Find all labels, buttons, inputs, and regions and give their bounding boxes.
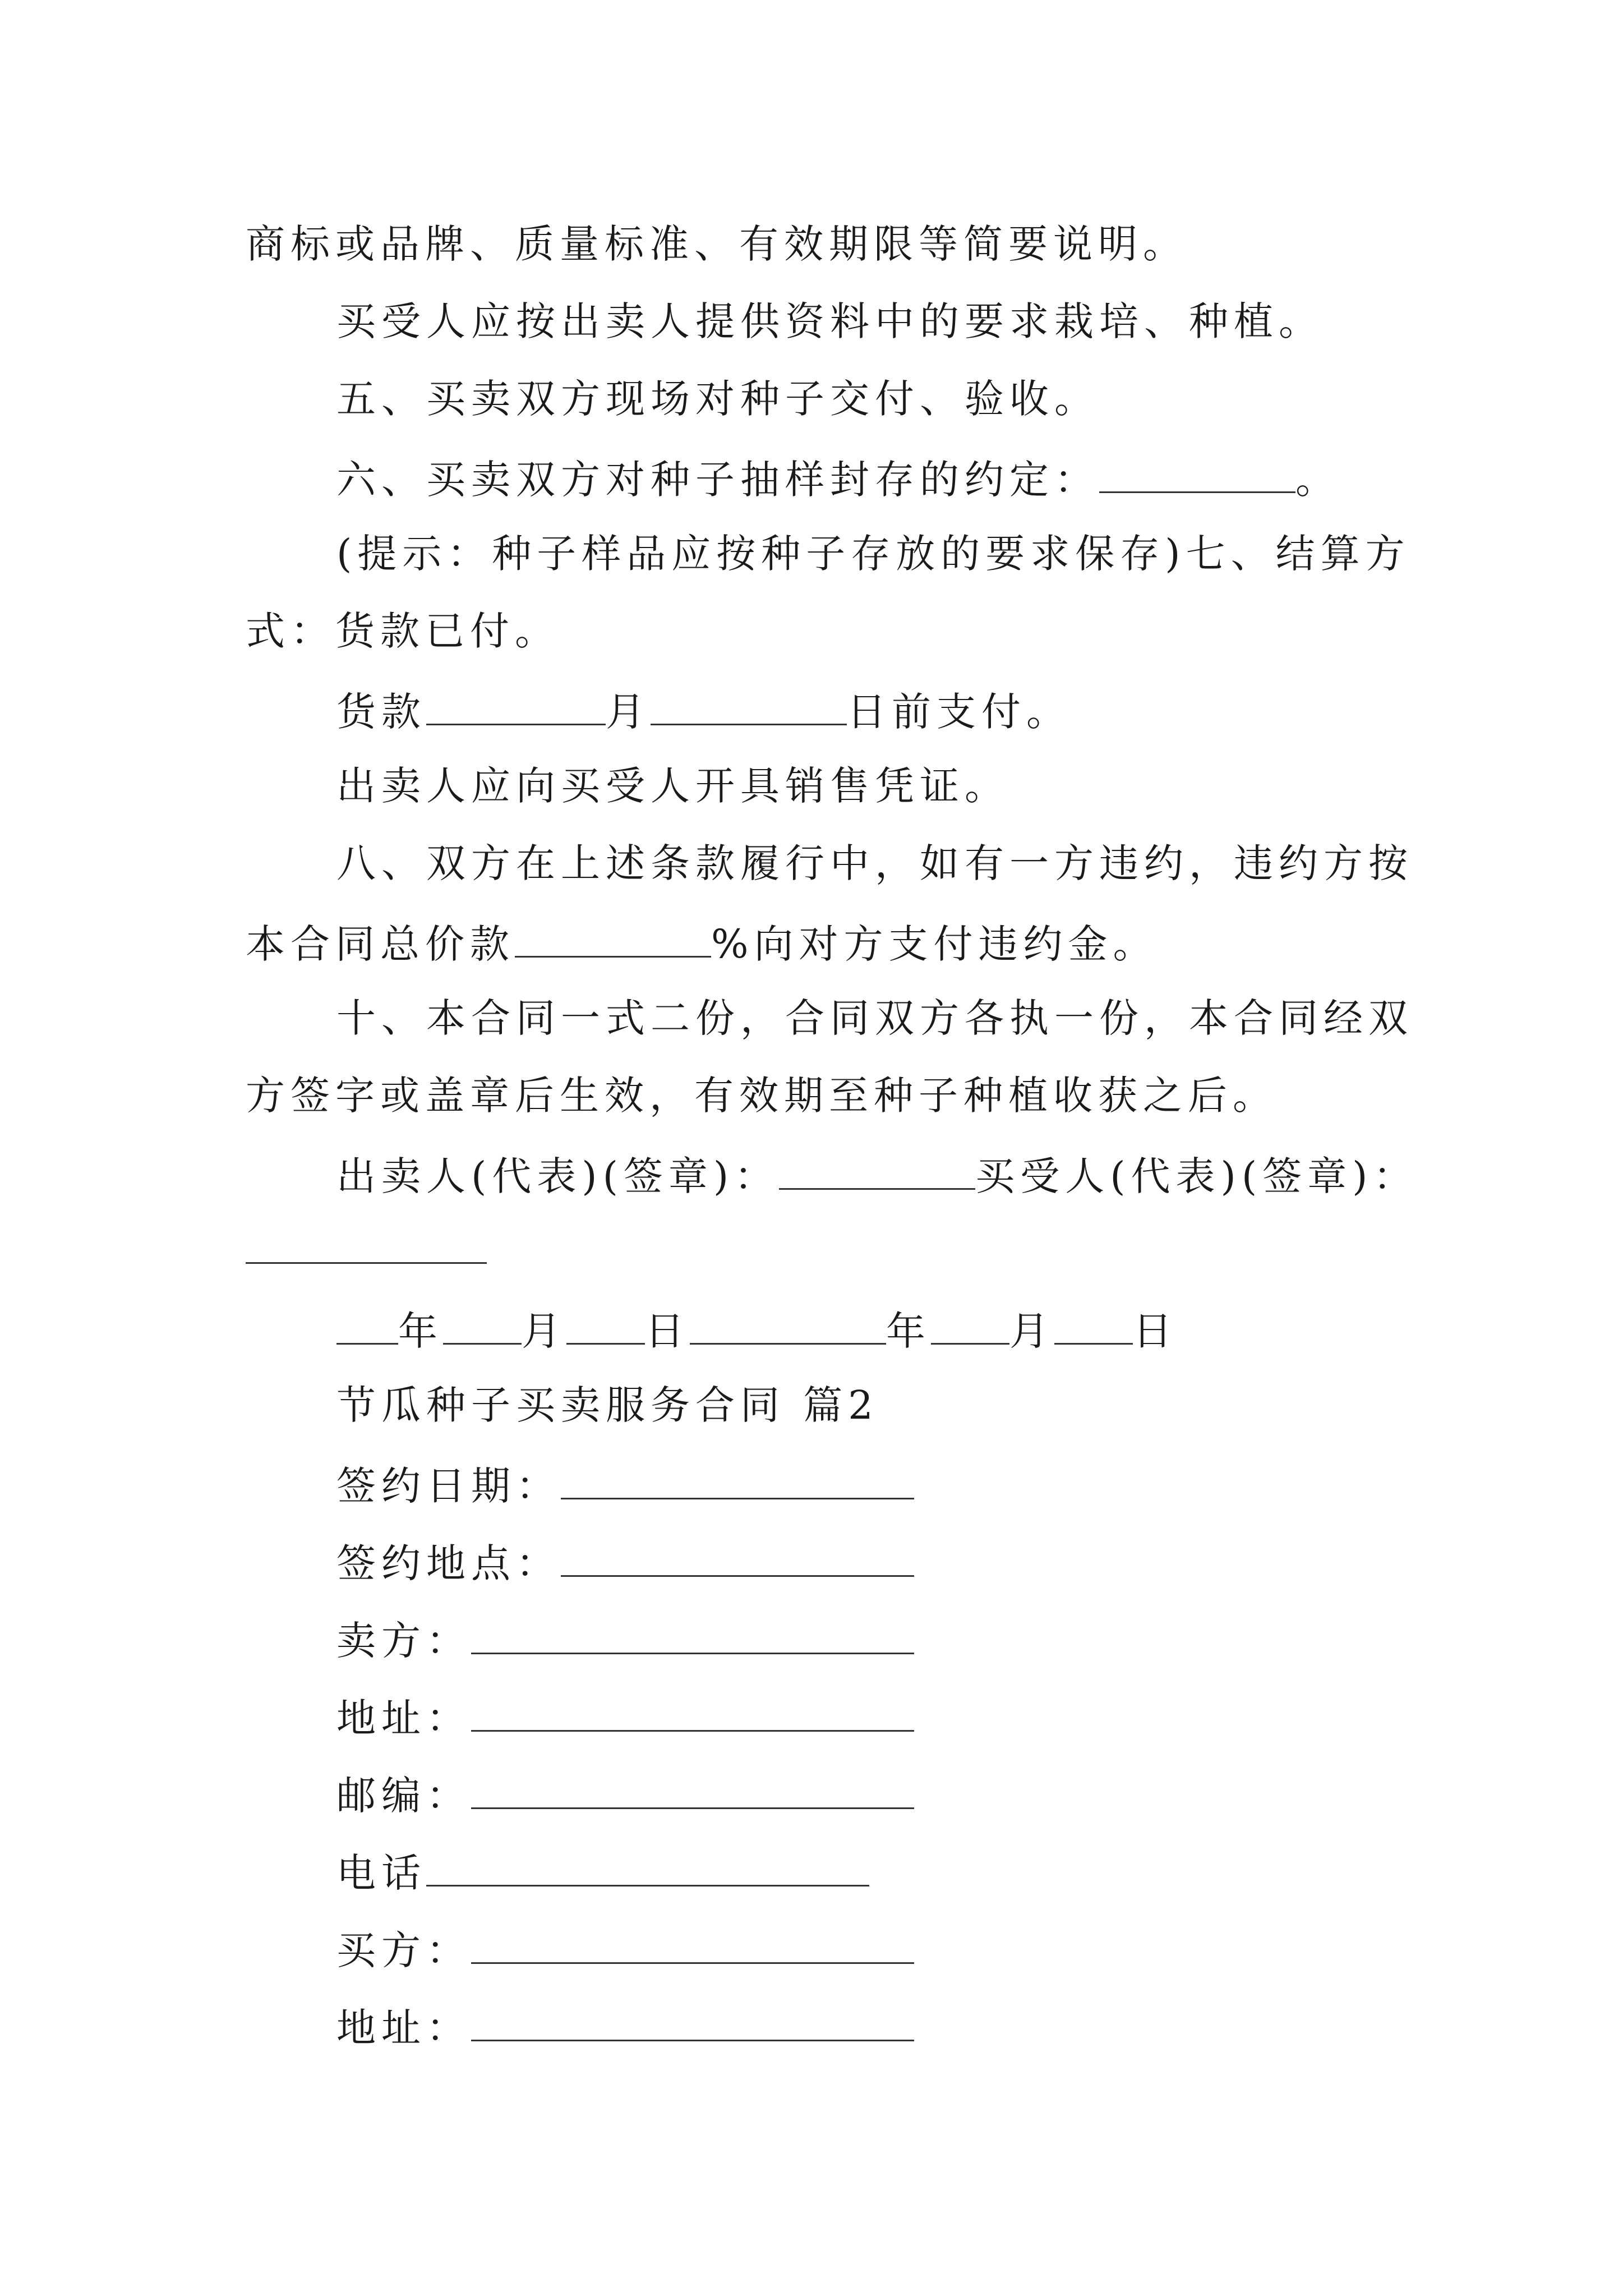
date-line bbox=[336, 1308, 1178, 1354]
text: 年 bbox=[886, 1308, 931, 1354]
fill-in-blank[interactable] bbox=[931, 1308, 1009, 1345]
text: 月 bbox=[522, 1308, 566, 1354]
fill-in-blank[interactable] bbox=[651, 689, 847, 725]
paragraph-line bbox=[336, 689, 1071, 735]
field-label: 卖方： bbox=[336, 1618, 471, 1664]
paragraph-line bbox=[246, 921, 1158, 967]
field-label: 地址： bbox=[336, 1695, 471, 1741]
paragraph-line bbox=[336, 457, 1340, 503]
field-label: 买方： bbox=[336, 1927, 471, 1973]
form-field bbox=[336, 1927, 914, 1973]
text: 买受人(代表)(签章)： bbox=[975, 1153, 1418, 1199]
fill-in-blank[interactable] bbox=[426, 1850, 869, 1887]
paragraph-line bbox=[336, 840, 1413, 886]
text: 节瓜种子买卖服务合同 篇2 bbox=[336, 1382, 879, 1428]
fill-in-blank[interactable] bbox=[779, 1153, 975, 1190]
paragraph-line bbox=[336, 995, 1413, 1041]
form-field bbox=[336, 1850, 869, 1896]
fill-in-blank[interactable] bbox=[426, 689, 606, 725]
text: 日 bbox=[645, 1308, 690, 1354]
fill-in-blank[interactable] bbox=[443, 1308, 522, 1345]
text: 出卖人(代表)(签章)： bbox=[336, 1153, 780, 1199]
fill-in-blank[interactable] bbox=[471, 1695, 914, 1732]
form-field bbox=[336, 1773, 914, 1819]
fill-in-blank[interactable] bbox=[1054, 1308, 1133, 1345]
text: %向对方支付违约金。 bbox=[711, 921, 1158, 967]
form-field bbox=[336, 1540, 914, 1586]
text: 本合同总价款 bbox=[246, 921, 515, 967]
text: 日 bbox=[1133, 1308, 1178, 1354]
text: 货款 bbox=[336, 689, 426, 735]
form-field bbox=[336, 1618, 914, 1664]
text: 方签字或盖章后生效，有效期至种子种植收获之后。 bbox=[246, 1073, 1278, 1119]
text: 。 bbox=[1295, 457, 1340, 503]
fill-in-blank[interactable] bbox=[566, 1308, 645, 1345]
fill-in-blank[interactable] bbox=[336, 1308, 398, 1345]
field-label: 签约地点： bbox=[336, 1540, 561, 1586]
text: 六、买卖双方对种子抽样封存的约定： bbox=[336, 457, 1099, 503]
field-label: 电话 bbox=[336, 1850, 426, 1896]
text: 年 bbox=[398, 1308, 443, 1354]
text: 商标或品牌、质量标准、有效期限等简要说明。 bbox=[246, 221, 1188, 267]
form-field bbox=[336, 2005, 914, 2051]
text: 买受人应按出卖人提供资料中的要求栽培、种植。 bbox=[336, 298, 1324, 344]
form-field bbox=[336, 1695, 914, 1741]
text: 式：货款已付。 bbox=[246, 608, 560, 654]
text: (提示：种子样品应按种子存放的要求保存)七、结算方 bbox=[336, 531, 1410, 577]
paragraph-line bbox=[246, 221, 1188, 267]
section-heading bbox=[336, 1382, 879, 1428]
fill-in-blank[interactable] bbox=[246, 1227, 487, 1264]
paragraph-line bbox=[246, 1073, 1278, 1119]
text: 五、买卖双方现场对种子交付、验收。 bbox=[336, 376, 1099, 422]
field-label: 邮编： bbox=[336, 1773, 471, 1819]
fill-in-blank[interactable] bbox=[1099, 457, 1295, 493]
text: 十、本合同一式二份，合同双方各执一份，本合同经双 bbox=[336, 995, 1413, 1041]
paragraph-line bbox=[246, 608, 560, 654]
paragraph-line bbox=[336, 298, 1324, 344]
fill-in-blank[interactable] bbox=[471, 1773, 914, 1809]
fill-in-blank[interactable] bbox=[561, 1463, 914, 1499]
text: 月 bbox=[1009, 1308, 1054, 1354]
fill-in-blank[interactable] bbox=[515, 921, 711, 958]
text: 日前支付。 bbox=[847, 689, 1071, 735]
text: 出卖人应向买受人开具销售凭证。 bbox=[336, 763, 1009, 809]
signature-blank-line bbox=[246, 1227, 487, 1270]
fill-in-blank[interactable] bbox=[471, 1927, 914, 1964]
paragraph-line bbox=[336, 531, 1410, 577]
form-field bbox=[336, 1463, 914, 1509]
fill-in-blank[interactable] bbox=[690, 1308, 886, 1345]
field-label: 签约日期： bbox=[336, 1463, 561, 1509]
paragraph-line bbox=[336, 763, 1009, 809]
fill-in-blank[interactable] bbox=[471, 2005, 914, 2041]
text: 八、双方在上述条款履行中，如有一方违约，违约方按 bbox=[336, 840, 1413, 886]
paragraph-line bbox=[336, 376, 1099, 422]
signature-line bbox=[336, 1153, 1418, 1199]
field-label: 地址： bbox=[336, 2005, 471, 2051]
text: 月 bbox=[606, 689, 651, 735]
fill-in-blank[interactable] bbox=[471, 1618, 914, 1654]
fill-in-blank[interactable] bbox=[561, 1540, 914, 1577]
